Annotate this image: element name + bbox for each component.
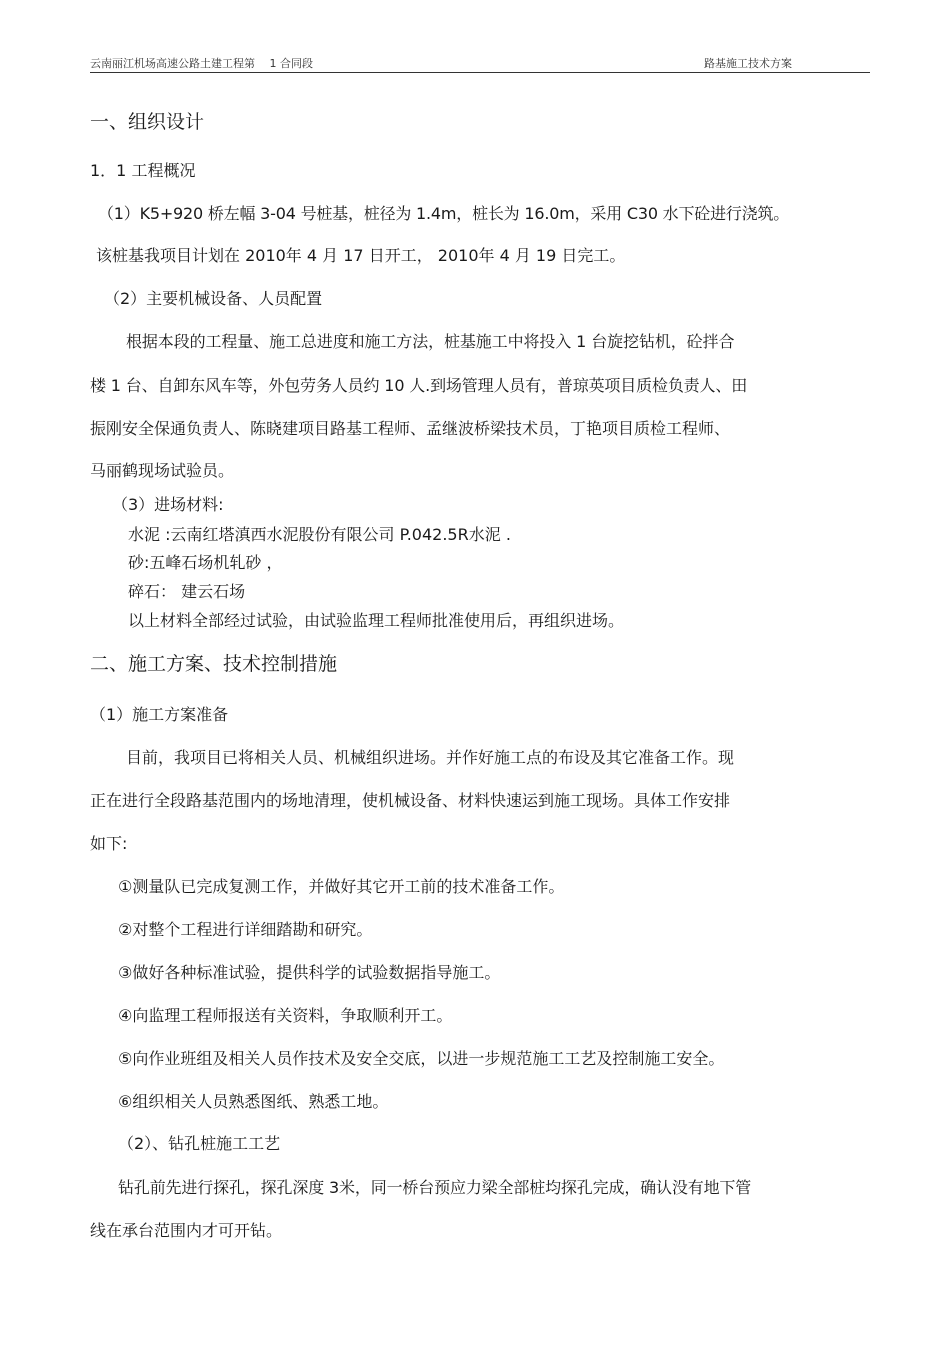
material-line: 水泥 :云南红塔滇西水泥股份有限公司 P.042.5R水泥 .	[128, 525, 511, 544]
paragraph-line: 钻孔前先进行探孔，探孔深度 3米，同一桥台预应力梁全部桩均探孔完成，确认没有地下管	[118, 1178, 752, 1197]
material-line: 砂:五峰石场机轧砂 ，	[128, 553, 283, 572]
header-project-title: 云南丽江机场高速公路土建工程第 1 合同段	[90, 57, 313, 70]
paragraph-line: 该桩基我项目计划在 2010年 4 月 17 日开工， 2010年 4 月 19 日完工。	[96, 246, 626, 265]
page-header	[90, 53, 870, 73]
subsection-heading-preparation: （1）施工方案准备	[90, 705, 229, 724]
paragraph-line: 根据本段的工程量、施工总进度和施工方法，桩基施工中将投入 1 台旋挖钻机，砼拌合	[126, 332, 735, 351]
section-heading-organization: 一、组织设计	[90, 111, 205, 133]
paragraph-line: 如下:	[90, 834, 128, 853]
paragraph-line: 正在进行全段路基范围内的场地清理，使机械设备、材料快速运到施工现场。具体工作安排	[90, 791, 731, 810]
material-line: 以上材料全部经过试验，由试验监理工程师批准使用后，再组织进场。	[128, 611, 625, 630]
list-item: ②对整个工程进行详细踏勘和研究。	[118, 920, 373, 939]
subsection-heading-drilling: （2）、钻孔桩施工工艺	[118, 1134, 281, 1153]
subsection-heading-overview: 1．1 工程概况	[90, 161, 196, 180]
list-item: ⑥组织相关人员熟悉图纸、熟悉工地。	[118, 1092, 389, 1111]
list-item: ④向监理工程师报送有关资料，争取顺利开工。	[118, 1006, 453, 1025]
paragraph-line: 楼 1 台、自卸东风车等，外包劳务人员约 10 人.到场管理人员有，普琼英项目质检负责人、田	[90, 376, 748, 395]
section-heading-construction-plan: 二、施工方案、技术控制措施	[90, 653, 338, 675]
header-divider	[90, 72, 870, 73]
paragraph-line: （1）K5+920 桥左幅 3-04 号桩基，桩径为 1.4m，桩长为 16.0m，采用 C30 水下砼进行浇筑。	[98, 204, 790, 223]
list-item: ⑤向作业班组及相关人员作技术及安全交底，以进一步规范施工工艺及控制施工安全。	[118, 1049, 725, 1068]
paragraph-line: 马丽鹤现场试验员。	[90, 461, 235, 480]
list-item: ①测量队已完成复测工作，并做好其它开工前的技术准备工作。	[118, 877, 565, 896]
subsection-heading-equipment: （2）主要机械设备、人员配置	[104, 289, 323, 308]
paragraph-line: 目前，我项目已将相关人员、机械组织进场。并作好施工点的布设及其它准备工作。现	[126, 748, 735, 767]
header-document-title: 路基施工技术方案	[704, 57, 792, 70]
list-item: ③做好各种标准试验，提供科学的试验数据指导施工。	[118, 963, 501, 982]
material-line: 碎石： 建云石场	[128, 582, 246, 601]
paragraph-line: 振刚安全保通负责人、陈晓建项目路基工程师、孟继波桥梁技术员，丁艳项目质检工程师、	[90, 419, 731, 438]
subsection-heading-materials: （3）进场材料:	[112, 495, 224, 514]
paragraph-line: 线在承台范围内才可开钻。	[90, 1221, 283, 1240]
